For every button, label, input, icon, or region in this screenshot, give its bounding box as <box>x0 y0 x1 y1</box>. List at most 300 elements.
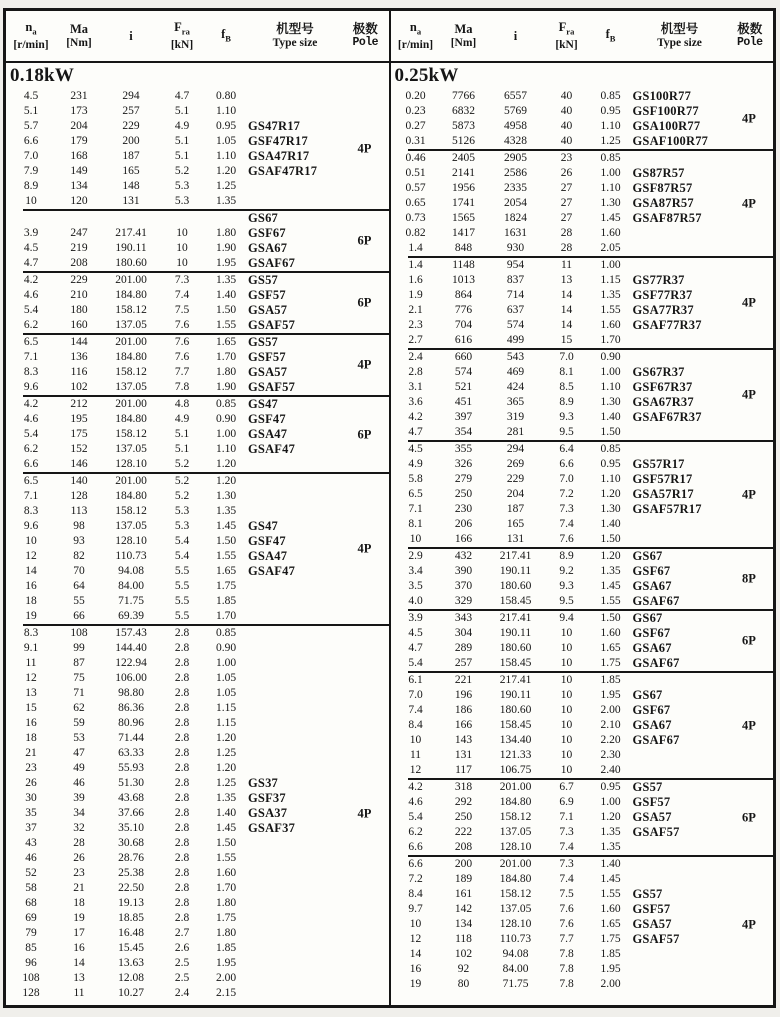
header-label-na: $n_a$ <box>409 19 422 37</box>
pole-label: 6P <box>742 810 756 824</box>
table-row <box>6 149 389 164</box>
i-cell: 190.11 <box>499 565 532 577</box>
header-sublabel-fra: [kN] <box>170 39 194 52</box>
na-cell: 10 <box>409 734 422 746</box>
table-row <box>391 119 774 134</box>
fra-cell: 2.6 <box>174 942 190 954</box>
type-cell: GSA100R77 <box>632 119 701 133</box>
table-row <box>391 425 774 440</box>
header-cell-pole <box>342 11 389 61</box>
table-row <box>6 179 389 194</box>
spec-block <box>391 350 774 440</box>
na-cell: 5.4 <box>408 811 423 823</box>
fb-cell: 2.05 <box>600 242 621 254</box>
fra-cell: 40 <box>560 120 573 132</box>
pole-label: 4P <box>742 196 756 210</box>
header-cell-ma <box>441 11 487 61</box>
i-cell: 6557 <box>504 90 527 102</box>
type-cell <box>248 941 342 956</box>
ma-cell: 142 <box>454 903 473 915</box>
na-cell: 10 <box>25 535 37 547</box>
fb-cell: 1.75 <box>215 580 237 592</box>
type-cell <box>633 333 727 348</box>
type-cell: GSAF57R17 <box>632 502 702 516</box>
type-cell <box>633 532 727 547</box>
fb-cell: 1.30 <box>600 503 621 515</box>
na-cell: 6.5 <box>23 336 39 348</box>
i-cell: 217.41 <box>499 550 532 562</box>
ma-cell: 250 <box>454 811 473 823</box>
i-cell: 180.60 <box>115 257 147 269</box>
fra-cell: 14 <box>560 319 573 331</box>
ma-cell: 87 <box>73 657 85 669</box>
fb-cell: 1.10 <box>215 443 237 455</box>
table-row <box>391 410 774 425</box>
table-row <box>6 656 389 671</box>
fb-cell: 1.55 <box>600 304 621 316</box>
ma-cell: 17 <box>73 927 85 939</box>
table-row <box>391 795 774 810</box>
fb-cell: 0.90 <box>215 413 237 425</box>
i-cell: 158.12 <box>115 428 147 440</box>
i-cell: 2586 <box>504 167 527 179</box>
table-row <box>391 457 774 472</box>
type-cell <box>248 194 342 209</box>
na-cell: 16 <box>25 717 37 729</box>
fb-cell: 1.40 <box>215 289 237 301</box>
na-cell <box>6 211 56 226</box>
type-cell: GSA47R17 <box>248 149 310 163</box>
na-cell: 5.7 <box>23 120 39 132</box>
na-cell: 4.2 <box>408 781 423 793</box>
fra-cell: 28 <box>560 227 573 239</box>
table-row <box>391 288 774 303</box>
fb-cell: 1.50 <box>600 612 621 624</box>
fra-cell: 9.5 <box>559 595 574 607</box>
type-cell <box>633 226 727 241</box>
fb-cell: 1.00 <box>215 428 237 440</box>
table-row <box>6 519 389 534</box>
fra-cell: 10 <box>560 719 573 731</box>
fra-cell: 27 <box>560 212 573 224</box>
ma-cell <box>56 211 102 226</box>
i-cell: 2335 <box>504 182 527 194</box>
table-row <box>6 397 389 412</box>
table-row <box>391 442 774 457</box>
i-cell: 137.05 <box>115 443 147 455</box>
fra-cell: 7.8 <box>559 978 574 990</box>
i-cell: 165 <box>122 165 140 177</box>
type-cell: GS67 <box>632 688 663 702</box>
fra-cell: 5.2 <box>174 475 190 487</box>
fb-cell: 1.35 <box>600 289 621 301</box>
table-row <box>6 380 389 395</box>
fra-cell: 10 <box>560 642 573 654</box>
header-label-i: i <box>513 29 518 43</box>
header-label-fb: $f_B$ <box>605 26 616 44</box>
ma-cell: 99 <box>73 642 85 654</box>
type-cell: GSF47 <box>248 534 286 548</box>
fb-cell: 2.10 <box>600 719 621 731</box>
i-cell: 51.30 <box>118 777 144 789</box>
na-cell: 7.0 <box>23 150 39 162</box>
ma-cell: 18 <box>73 897 85 909</box>
type-cell <box>248 701 342 716</box>
ma-cell: 46 <box>73 777 85 789</box>
table-row <box>6 474 389 489</box>
fb-cell: 1.95 <box>600 689 621 701</box>
i-cell: 71.75 <box>118 595 144 607</box>
fra-cell: 2.8 <box>174 717 190 729</box>
table-row <box>6 851 389 866</box>
table-row <box>391 517 774 532</box>
i-cell: 122.94 <box>115 657 147 669</box>
ma-cell: 189 <box>454 873 473 885</box>
fra-cell: 7.6 <box>559 918 574 930</box>
spec-block <box>6 626 389 1001</box>
na-cell: 5.4 <box>23 428 39 440</box>
fb-cell: 1.15 <box>215 702 237 714</box>
fb-cell: 0.85 <box>600 90 621 102</box>
fra-cell: 7.8 <box>174 381 190 393</box>
table-row <box>6 134 389 149</box>
header-sublabel-pole: Pole <box>352 36 379 49</box>
fb-cell: 1.40 <box>600 518 621 530</box>
spec-block <box>6 474 389 624</box>
header-sublabel-na: [r/min] <box>397 39 434 52</box>
na-cell: 10 <box>409 533 422 545</box>
i-cell: 128.10 <box>115 458 147 470</box>
na-cell: 0.82 <box>405 227 426 239</box>
fra-cell: 7.5 <box>559 888 574 900</box>
type-cell <box>248 457 342 472</box>
na-cell: 4.7 <box>408 426 423 438</box>
na-cell: 35 <box>25 807 37 819</box>
table-row <box>6 457 389 472</box>
i-cell: 294 <box>122 90 140 102</box>
fra-cell: 7.8 <box>559 963 574 975</box>
type-cell: GS67R37 <box>632 365 685 379</box>
header-sublabel-type: Type size <box>272 37 318 49</box>
ma-cell: 134 <box>454 918 473 930</box>
fra-cell: 2.8 <box>174 777 190 789</box>
na-cell: 0.51 <box>405 167 426 179</box>
i-cell: 201.00 <box>115 398 147 410</box>
type-cell: GS57 <box>632 780 663 794</box>
ma-cell: 98 <box>73 520 85 532</box>
na-cell: 68 <box>25 897 37 909</box>
na-cell: 6.6 <box>23 135 39 147</box>
i-cell: 190.11 <box>499 689 532 701</box>
table-row <box>391 917 774 932</box>
type-cell: GSF37 <box>248 791 286 805</box>
type-cell: GSF57 <box>248 350 286 364</box>
spec-block <box>6 335 389 395</box>
table-half-1 <box>391 11 774 1005</box>
table-row <box>6 806 389 821</box>
na-cell: 19 <box>409 978 422 990</box>
table-row <box>6 241 389 256</box>
ma-cell: 160 <box>70 319 88 331</box>
type-cell: GSF57R17 <box>632 472 693 486</box>
fra-cell: 2.5 <box>174 957 190 969</box>
fb-cell: 1.65 <box>215 336 237 348</box>
ma-cell: 175 <box>70 428 88 440</box>
na-cell: 8.4 <box>408 719 423 731</box>
table-row <box>391 857 774 872</box>
fb-cell: 1.05 <box>215 135 237 147</box>
na-cell: 16 <box>25 580 37 592</box>
ma-cell: 34 <box>73 807 85 819</box>
i-cell: 543 <box>506 351 525 363</box>
table-row <box>391 196 774 211</box>
table-row <box>6 427 389 442</box>
table-row <box>6 549 389 564</box>
fb-cell: 1.70 <box>600 334 621 346</box>
na-cell: 13 <box>25 687 37 699</box>
power-title: 0.18kW <box>10 65 75 86</box>
na-cell: 21 <box>25 747 37 759</box>
ma-cell: 144 <box>70 336 88 348</box>
ma-cell: 23 <box>73 867 85 879</box>
na-cell: 46 <box>25 852 37 864</box>
i-cell: 10.27 <box>118 987 144 999</box>
fra-cell: 28 <box>560 242 573 254</box>
table-row <box>391 380 774 395</box>
fra-cell: 5.3 <box>174 180 190 192</box>
fb-cell: 1.75 <box>600 933 621 945</box>
fra-cell: 2.8 <box>174 792 190 804</box>
fra-cell: 5.2 <box>174 458 190 470</box>
i-cell: 200 <box>122 135 140 147</box>
fb-cell: 0.95 <box>215 120 237 132</box>
type-cell: GSF100R77 <box>632 104 699 118</box>
table-row <box>391 166 774 181</box>
ma-cell: 204 <box>70 120 88 132</box>
fb-cell: 1.20 <box>215 762 237 774</box>
ma-cell: 16 <box>73 942 85 954</box>
i-cell: 63.33 <box>118 747 144 759</box>
table-row <box>6 104 389 119</box>
i-cell: 201.00 <box>115 274 147 286</box>
i-cell: 80.96 <box>118 717 144 729</box>
i-cell: 94.08 <box>502 948 529 960</box>
ma-cell: 80 <box>457 978 470 990</box>
header-cell-i <box>487 11 545 61</box>
i-cell: 1824 <box>504 212 527 224</box>
na-cell: 0.23 <box>405 105 426 117</box>
header-cell-type <box>633 11 727 61</box>
na-cell: 18 <box>25 595 37 607</box>
fra-cell: 10 <box>560 674 573 686</box>
table-row <box>6 609 389 624</box>
type-cell: GSF57 <box>632 795 671 809</box>
na-cell: 9.6 <box>23 520 39 532</box>
ma-cell: 166 <box>454 719 473 731</box>
fra-cell: 5.2 <box>174 165 190 177</box>
fra-cell: 2.7 <box>174 927 190 939</box>
fra-cell: 9.4 <box>559 612 574 624</box>
fb-cell: 1.50 <box>215 535 237 547</box>
na-cell: 5.1 <box>23 105 39 117</box>
fra-cell: 14 <box>560 289 573 301</box>
na-cell: 6.6 <box>408 841 423 853</box>
fb-cell: 1.20 <box>600 488 621 500</box>
table-row <box>391 673 774 688</box>
ma-cell: 64 <box>73 580 85 592</box>
type-cell: GSA57R17 <box>632 487 694 501</box>
i-cell: 4958 <box>504 120 527 132</box>
na-cell: 15 <box>25 702 37 714</box>
type-cell <box>248 746 342 761</box>
type-cell: GSAF67 <box>632 594 680 608</box>
table-row <box>6 866 389 881</box>
i-cell: 201.00 <box>499 858 532 870</box>
header-cell-fb <box>589 11 633 61</box>
table-row <box>391 594 774 609</box>
na-cell: 3.1 <box>408 381 423 393</box>
type-cell: GS67 <box>248 211 278 225</box>
pole-label: 6P <box>357 295 372 310</box>
i-cell: 137.05 <box>115 381 147 393</box>
fb-cell: 1.25 <box>215 747 237 759</box>
type-cell <box>633 241 727 256</box>
header-cell-ma <box>56 11 102 61</box>
fb-cell: 0.95 <box>600 781 621 793</box>
fra-cell: 7.4 <box>174 289 190 301</box>
fb-cell: 1.20 <box>600 550 621 562</box>
i-cell: 94.08 <box>118 565 144 577</box>
na-cell: 108 <box>22 972 40 984</box>
header-cell-na <box>6 11 56 61</box>
i-cell: 25.38 <box>118 867 144 879</box>
type-cell: GS47R17 <box>248 119 301 133</box>
type-cell <box>248 594 342 609</box>
i-cell: 15.45 <box>118 942 144 954</box>
i-cell: 71.75 <box>502 978 529 990</box>
i-cell: 269 <box>506 458 525 470</box>
na-cell: 9.1 <box>23 642 39 654</box>
table-row <box>6 941 389 956</box>
fb-cell: 1.20 <box>215 165 237 177</box>
fb-cell: 1.30 <box>600 396 621 408</box>
table-row <box>391 932 774 947</box>
header-cell-pole <box>727 11 774 61</box>
table-row <box>391 579 774 594</box>
header-label-type: 机型号 <box>660 22 699 36</box>
ma-cell: 6832 <box>452 105 475 117</box>
type-cell: GSAF47 <box>248 442 296 456</box>
type-cell: GSF67 <box>632 703 671 717</box>
na-cell: 2.3 <box>408 319 423 331</box>
fra-cell: 2.8 <box>174 732 190 744</box>
i-cell: 165 <box>506 518 525 530</box>
pole-label: 4P <box>742 111 756 126</box>
type-cell <box>248 881 342 896</box>
i-cell: 2054 <box>504 197 527 209</box>
i-cell: 837 <box>506 274 525 286</box>
fb-cell: 1.50 <box>600 533 621 545</box>
i-cell: 158.12 <box>115 304 147 316</box>
na-cell: 5.4 <box>23 304 39 316</box>
table-row <box>6 926 389 941</box>
fb-cell: 1.45 <box>215 520 237 532</box>
ma-cell: 128 <box>70 490 88 502</box>
table-row <box>391 626 774 641</box>
fb-cell: 1.90 <box>215 242 237 254</box>
fb-cell: 1.55 <box>215 550 237 562</box>
fb-cell: 1.55 <box>600 888 621 900</box>
ma-cell: 776 <box>454 304 473 316</box>
table-row <box>391 395 774 410</box>
table-row <box>6 119 389 134</box>
na-cell: 10 <box>409 918 422 930</box>
i-cell: 137.05 <box>115 319 147 331</box>
fra-cell: 10 <box>560 689 573 701</box>
fb-cell: 0.85 <box>215 627 237 639</box>
fb-cell: 1.40 <box>215 807 237 819</box>
type-cell: GSAF67 <box>248 256 296 270</box>
fra-cell: 26 <box>560 167 573 179</box>
ma-cell: 196 <box>454 689 473 701</box>
fb-cell: 1.90 <box>215 381 237 393</box>
fra-cell: 8.9 <box>559 396 574 408</box>
fb-cell: 1.60 <box>215 867 237 879</box>
fra-cell: 10 <box>560 764 573 776</box>
i-cell: 110.73 <box>115 550 147 562</box>
type-cell <box>248 956 342 971</box>
table-row <box>6 986 389 1001</box>
type-cell: GS67 <box>632 549 663 563</box>
header-sublabel-na: [r/min] <box>13 39 49 52</box>
i-cell: 954 <box>506 259 525 271</box>
ma-cell: 108 <box>70 627 88 639</box>
ma-cell: 71 <box>73 687 85 699</box>
ma-cell: 11 <box>73 987 85 999</box>
i-cell: 184.80 <box>115 289 147 301</box>
fra-cell: 2.8 <box>174 867 190 879</box>
fra-cell: 40 <box>560 135 573 147</box>
type-cell <box>633 962 727 977</box>
type-cell <box>248 986 342 1001</box>
i-cell: 158.45 <box>499 719 532 731</box>
type-cell: GSAF37 <box>248 821 296 835</box>
ma-cell: 140 <box>70 475 88 487</box>
fra-cell: 2.8 <box>174 837 190 849</box>
na-cell: 7.1 <box>23 490 39 502</box>
i-cell: 1631 <box>504 227 527 239</box>
table-row <box>6 881 389 896</box>
type-cell <box>248 579 342 594</box>
na-cell: 4.2 <box>408 411 423 423</box>
type-cell <box>248 179 342 194</box>
table-row <box>6 716 389 731</box>
i-cell: 281 <box>506 426 525 438</box>
table-row <box>391 688 774 703</box>
table-row <box>6 335 389 350</box>
ma-cell: 229 <box>70 274 88 286</box>
fb-cell: 1.50 <box>215 304 237 316</box>
fb-cell: 1.65 <box>600 642 621 654</box>
type-cell <box>248 89 342 104</box>
type-cell: GSA57 <box>248 365 288 379</box>
pole-label: 6P <box>357 233 372 248</box>
header-label-pole: 极数 <box>737 22 763 36</box>
ma-cell: 134 <box>70 180 88 192</box>
fra-cell: 7.1 <box>559 811 574 823</box>
fra-cell: 7.3 <box>174 274 190 286</box>
table-row <box>391 825 774 840</box>
